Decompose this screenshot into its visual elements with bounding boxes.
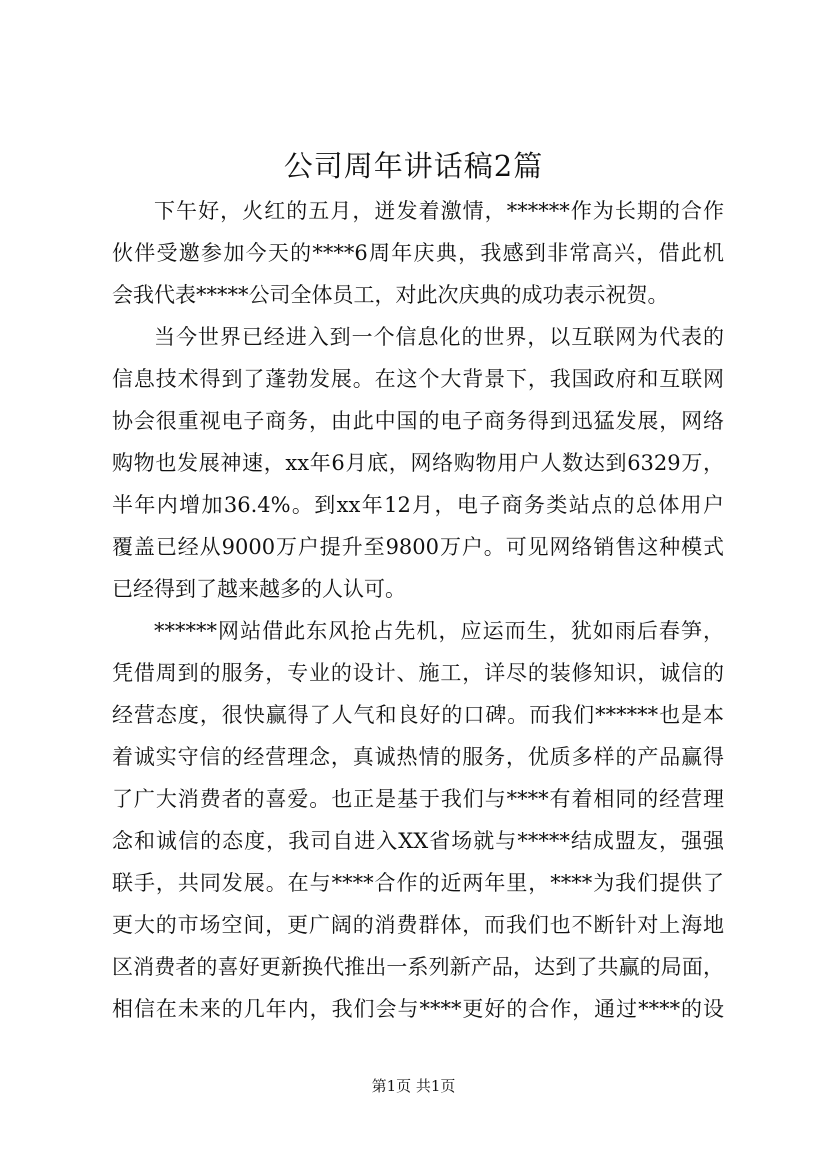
page-footer: 第1页 共1页 (371, 1077, 456, 1095)
paragraph-3-line-6: 念和诚信的态度，我司自进入XX省场就与*****结成盟友，强强 (112, 829, 724, 853)
paragraph-2-line-1: 当今世界已经进入到一个信息化的世界，以互联网为代表的 (154, 325, 724, 349)
paragraph-2-line-3: 协会很重视电子商务，由此中国的电子商务得到迅猛发展，网络 (112, 409, 724, 433)
paragraph-3-line-2: 凭借周到的服务，专业的设计、施工，详尽的装修知识，诚信的 (112, 661, 724, 685)
paragraph-3-line-3: 经营态度，很快赢得了人气和良好的口碑。而我们******也是本 (112, 703, 724, 727)
paragraph-3-line-5: 了广大消费者的喜爱。也正是基于我们与****有着相同的经营理 (112, 787, 724, 811)
paragraph-3-line-8: 更大的市场空间，更广阔的消费群体，而我们也不断针对上海地 (112, 913, 724, 937)
paragraph-2-line-5: 半年内增加36.4%。到xx年12月，电子商务类站点的总体用户 (112, 493, 724, 517)
paragraph-3-line-7: 联手，共同发展。在与****合作的近两年里，****为我们提供了 (112, 871, 724, 895)
paragraph-3-line-4: 着诚实守信的经营理念，真诚热情的服务，优质多样的产品赢得 (112, 745, 724, 769)
paragraph-3-line-1: ******网站借此东风抢占先机，应运而生，犹如雨后春笋， (154, 619, 724, 643)
paragraph-2-line-2: 信息技术得到了蓬勃发展。在这个大背景下，我国政府和互联网 (112, 367, 724, 391)
paragraph-2-line-4: 购物也发展神速，xx年6月底，网络购物用户人数达到6329万， (112, 451, 724, 475)
paragraph-3-line-10: 相信在未来的几年内，我们会与****更好的合作，通过****的设 (112, 997, 724, 1021)
paragraph-1-line-3: 会我代表*****公司全体员工，对此次庆典的成功表示祝贺。 (112, 283, 669, 307)
paragraph-2-line-6: 覆盖已经从9000万户提升至9800万户。可见网络销售这种模式 (112, 535, 724, 559)
paragraph-1-line-2: 伙伴受邀参加今天的****6周年庆典，我感到非常高兴，借此机 (112, 241, 724, 265)
document-title: 公司周年讲话稿2篇 (283, 149, 544, 183)
paragraph-1-line-1: 下午好，火红的五月，迸发着激情，******作为长期的合作 (154, 199, 724, 223)
paragraph-3-line-9: 区消费者的喜好更新换代推出一系列新产品，达到了共赢的局面， (112, 955, 724, 979)
paragraph-2-line-7: 已经得到了越来越多的人认可。 (112, 577, 406, 601)
